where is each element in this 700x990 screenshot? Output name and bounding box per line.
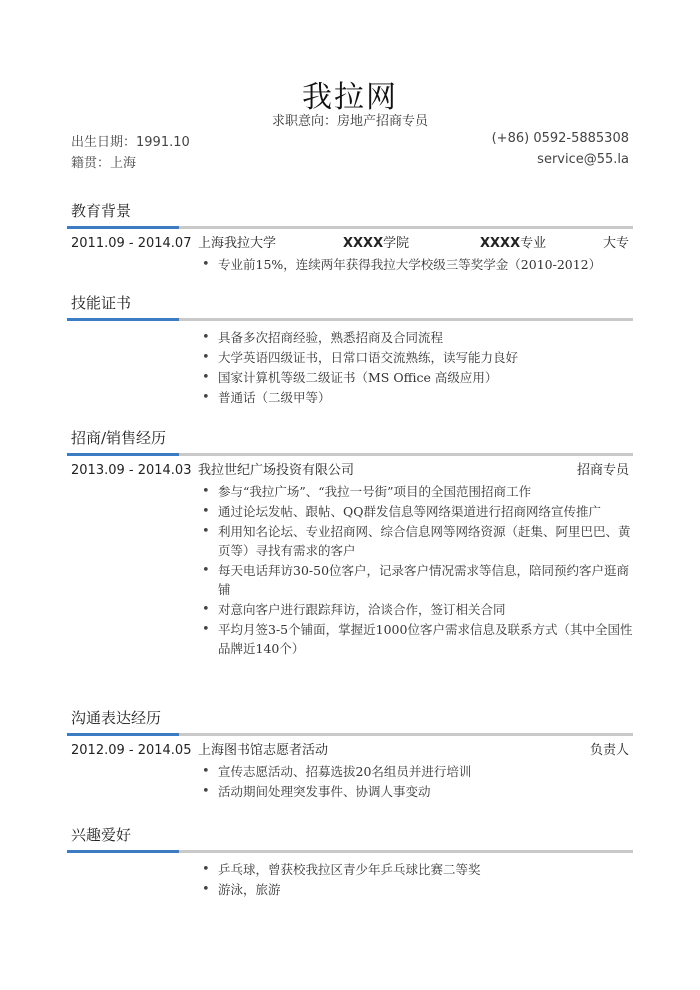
- college-placeholder: XXXX: [343, 236, 384, 251]
- school-name: 上海我拉大学: [198, 236, 277, 251]
- email-address: service@55.la: [537, 152, 629, 167]
- list-item: • 每天电话拜访30-50位客户，记录客户情况需求等信息，陪同预约客户逛商铺: [200, 561, 640, 599]
- skills-section: [67, 293, 633, 408]
- activity-role: 负责人: [589, 743, 629, 758]
- section-divider: [67, 226, 633, 229]
- skills-bullets: [200, 328, 640, 407]
- education-section: [67, 201, 633, 275]
- education-entry: [67, 233, 633, 255]
- section-title: 教育背景: [71, 202, 132, 220]
- section-divider: [67, 733, 633, 736]
- college-suffix: 学院: [383, 236, 410, 251]
- major-suffix: 专业: [520, 236, 547, 251]
- birth-date: [71, 131, 190, 150]
- section-title: 兴趣爱好: [71, 826, 132, 844]
- education-bullets: [200, 255, 640, 274]
- degree: 大专: [602, 236, 629, 251]
- list-item: • 国家计算机等级二级证书（MS Office 高级应用）: [200, 368, 640, 387]
- college-name: [343, 233, 409, 255]
- list-item: • 乒乓球，曾获校我拉区青少年乒乓球比赛二等奖: [200, 860, 640, 879]
- list-item: • 大学英语四级证书，日常口语交流熟练，读写能力良好: [200, 348, 640, 367]
- section-title: 技能证书: [71, 294, 132, 312]
- origin: [71, 152, 136, 171]
- candidate-name: 我拉网: [302, 80, 398, 115]
- sales-section: [67, 428, 633, 659]
- hobbies-section: [67, 825, 633, 900]
- section-title: 招商/销售经历: [71, 429, 167, 447]
- list-item: • 对意向客户进行跟踪拜访，洽谈合作，签订相关合同: [200, 600, 640, 619]
- sales-entry: [67, 460, 633, 482]
- birth-value: 1991.10: [136, 135, 190, 150]
- origin-label: 籍贯：: [71, 156, 111, 171]
- origin-value: 上海: [110, 156, 137, 171]
- list-item: • 利用知名论坛、专业招商网、综合信息网等网络资源（赶集、阿里巴巴、黄页等）寻找有需求的客户: [200, 522, 640, 560]
- hobbies-bullets: [200, 860, 640, 899]
- list-item: • 参与“我拉广场”、“我拉一号街”项目的全国范围招商工作: [200, 482, 640, 501]
- entry-date: 2013.09 - 2014.03: [71, 463, 192, 478]
- company-name: 我拉世纪广场投资有限公司: [198, 463, 355, 478]
- list-item: • 具备多次招商经验，熟悉招商及合同流程: [200, 328, 640, 347]
- section-divider: [67, 453, 633, 456]
- entry-date: 2011.09 - 2014.07: [71, 236, 192, 251]
- birth-label: 出生日期：: [71, 135, 137, 150]
- communication-entry: [67, 740, 633, 762]
- job-intent: 求职意向：房地产招商专员: [271, 114, 428, 129]
- section-divider: [67, 850, 633, 853]
- activity-name: 上海图书馆志愿者活动: [198, 743, 329, 758]
- communication-section: [67, 708, 633, 802]
- sales-bullets: [200, 482, 640, 658]
- section-title: 沟通表达经历: [71, 709, 162, 727]
- list-item: • 活动期间处理突发事件、协调人事变动: [200, 782, 640, 801]
- communication-bullets: [200, 762, 640, 801]
- phone-number: (+86) 0592-5885308: [491, 131, 629, 146]
- entry-date: 2012.09 - 2014.05: [71, 743, 192, 758]
- list-item: • 宣传志愿活动、招募选拔20名组员并进行培训: [200, 762, 640, 781]
- list-item: • 专业前15%，连续两年获得我拉大学校级三等奖学金（2010-2012）: [200, 255, 640, 274]
- major-placeholder: XXXX: [480, 236, 521, 251]
- list-item: • 游泳，旅游: [200, 880, 640, 899]
- job-role: 招商专员: [576, 463, 629, 478]
- major-name: [480, 233, 546, 255]
- list-item: • 平均月签3-5个铺面，掌握近1000位客户需求信息及联系方式（其中全国性品牌近140个）: [200, 620, 640, 658]
- list-item: • 通过论坛发帖、跟帖、QQ群发信息等网络渠道进行招商网络宣传推广: [200, 502, 640, 521]
- list-item: • 普通话（二级甲等）: [200, 388, 640, 407]
- section-divider: [67, 318, 633, 321]
